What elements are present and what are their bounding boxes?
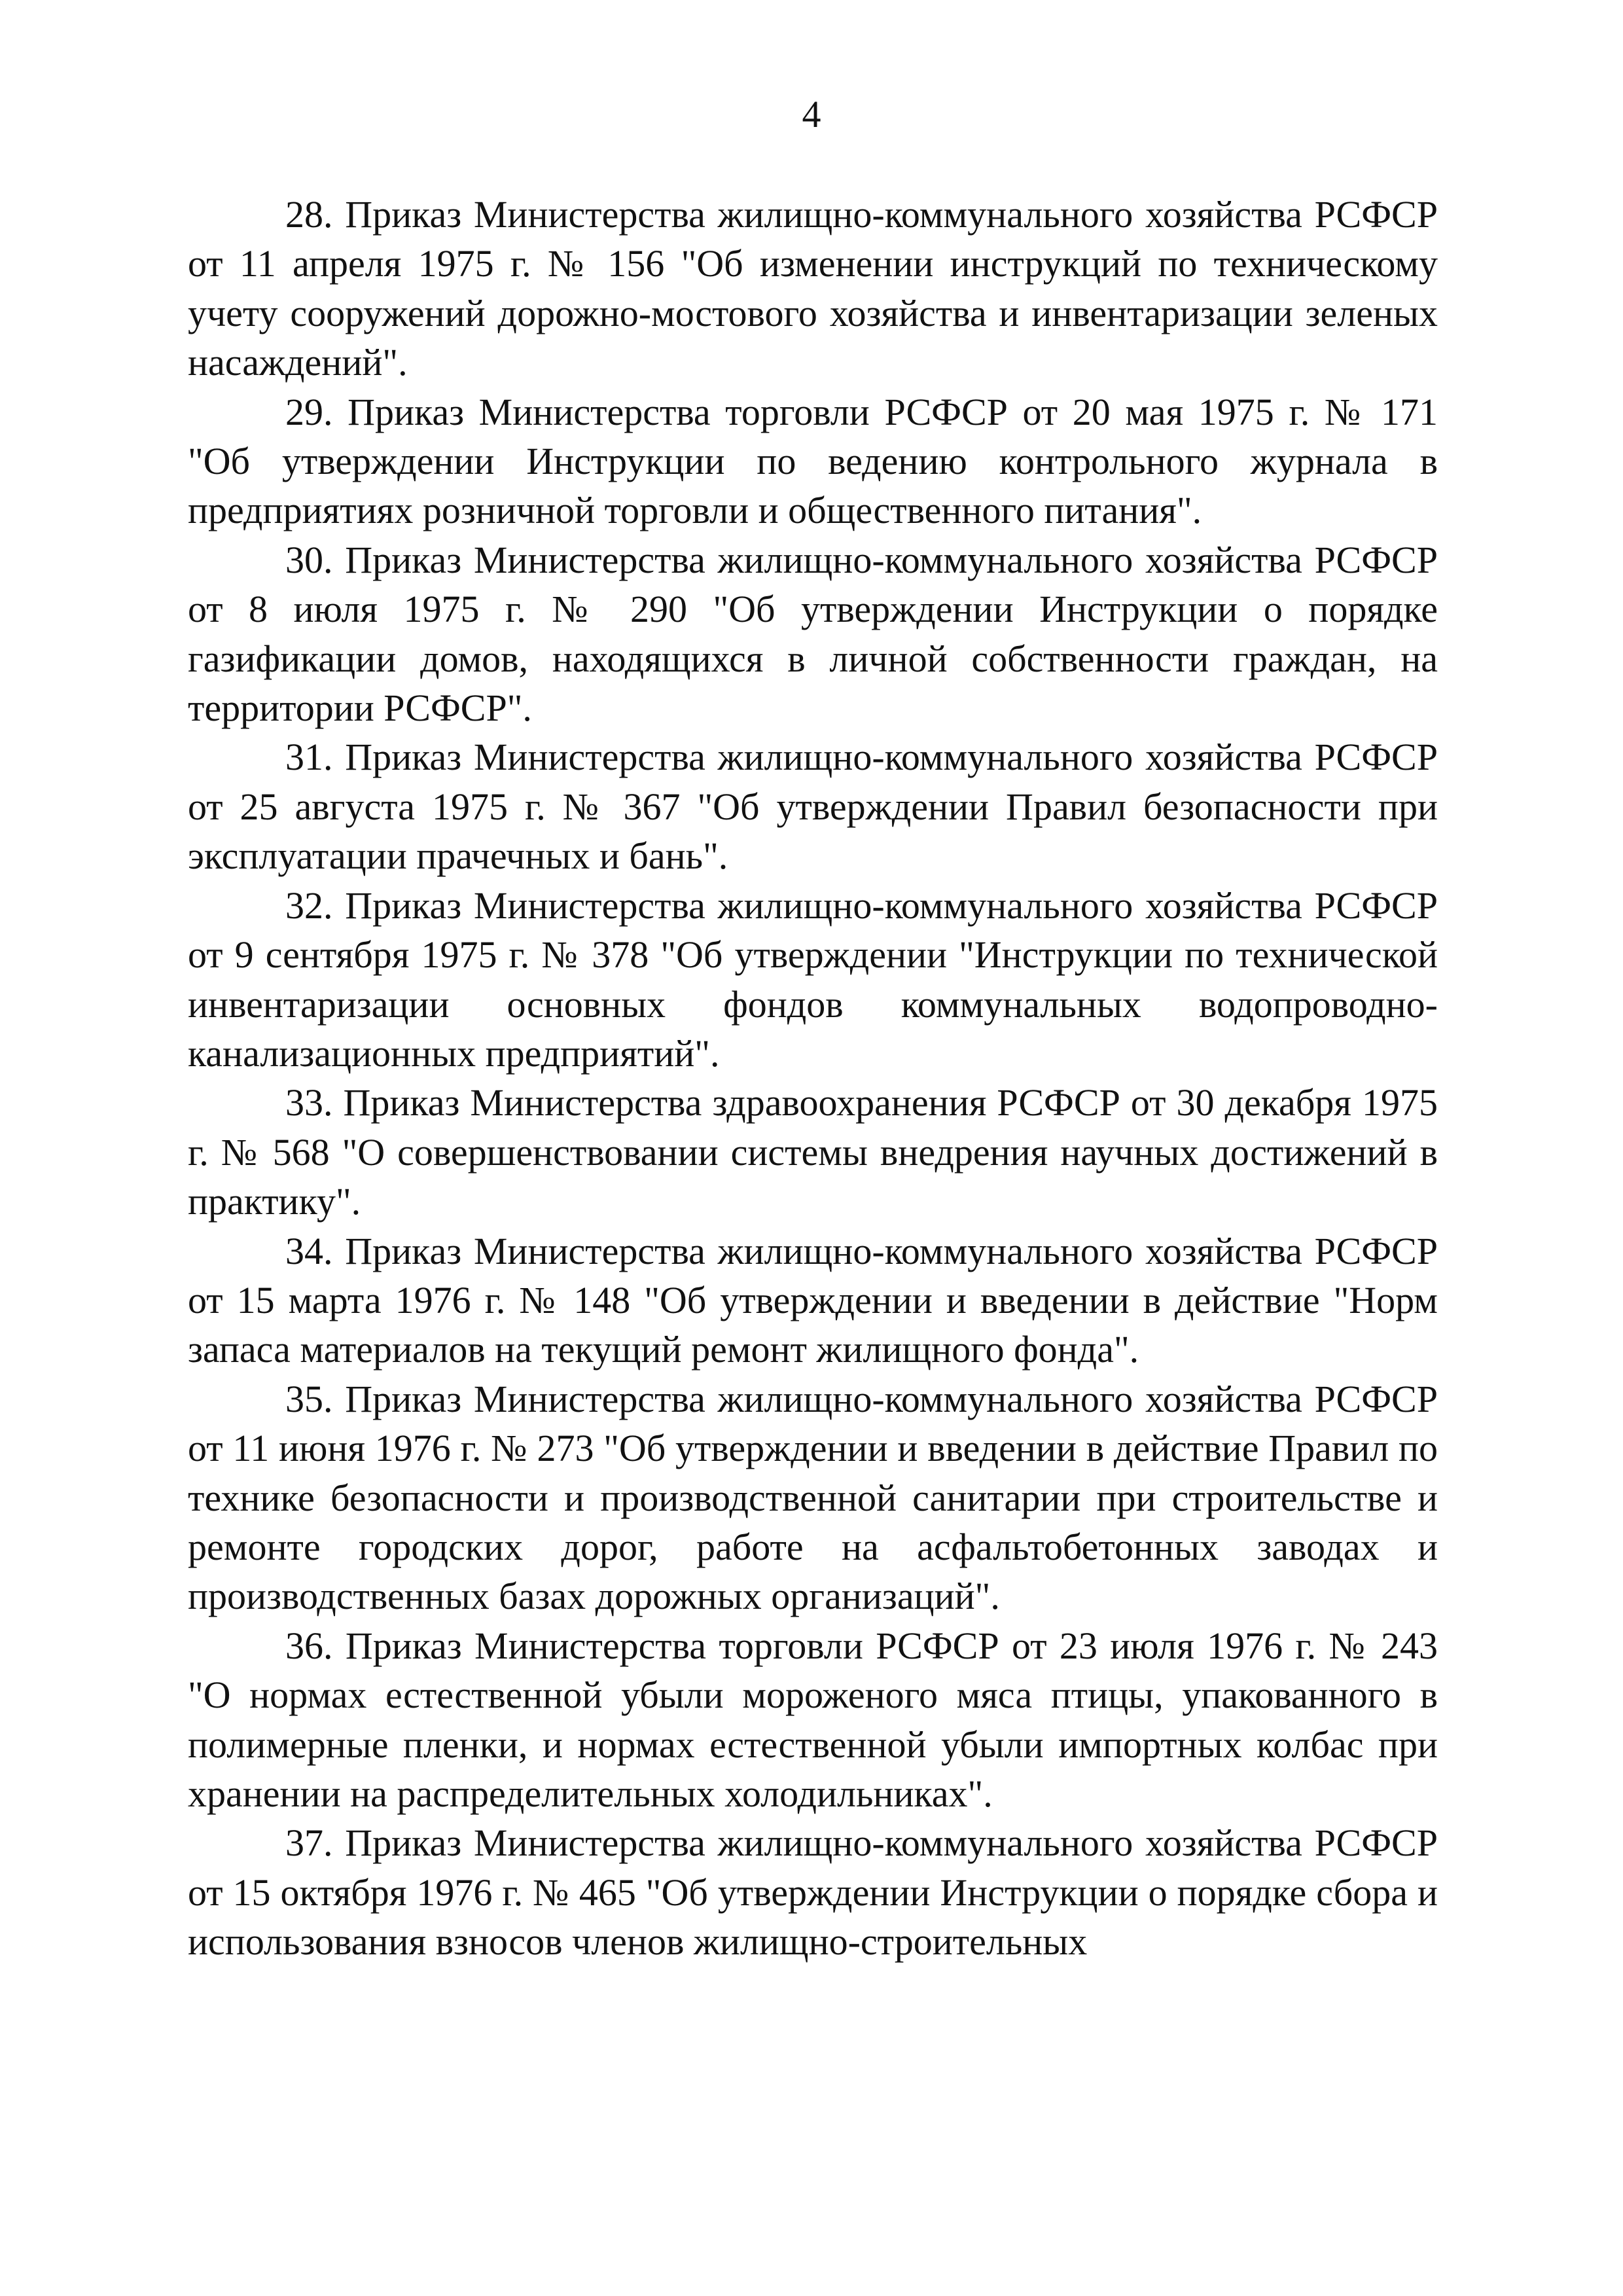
list-item: 34. Приказ Министерства жилищно-коммунального хозяйства РСФСР от 15 марта 1976 г. № 148 "Об утверждении и введении в действие "Норм запаса материалов на текущий ремонт жилищного фонда". (188, 1229, 1438, 1371)
list-item: 31. Приказ Министерства жилищно-коммунального хозяйства РСФСР от 25 августа 1975 г. № 367 "Об утверждении Правил безопасности при эксплуатации прачечных и бань". (188, 736, 1438, 878)
list-item: 29. Приказ Министерства торговли РСФСР от 20 мая 1975 г. № 171 "Об утверждении Инструкции по ведению контрольного журнала в предприятиях розничной торговли и общественного питания". (188, 390, 1438, 532)
list-item: 28. Приказ Министерства жилищно-коммунального хозяйства РСФСР от 11 апреля 1975 г. № 156 "Об изменении инструкций по техническому учету сооружений дорожно-мостового хозяйства и инвентаризации зеленых насаждений". (188, 193, 1438, 384)
list-item: 32. Приказ Министерства жилищно-коммунального хозяйства РСФСР от 9 сентября 1975 г. № 378 "Об утверждении "Инструкции по технической инвентаризации основных фондов коммунальных водопроводно-канализационных предприятий". (188, 884, 1438, 1075)
list-item: 30. Приказ Министерства жилищно-коммунального хозяйства РСФСР от 8 июля 1975 г. № 290 "Об утверждении Инструкции о порядке газификации домов, находящихся в личной собственности граждан, на территории РСФСР". (188, 538, 1438, 730)
list-item: 37. Приказ Министерства жилищно-коммунального хозяйства РСФСР от 15 октября 1976 г. № 465 "Об утверждении Инструкции о порядке сбора и использования взносов членов жилищно-строительных (188, 1821, 1438, 1964)
page-number: 4 (802, 93, 821, 135)
list-item: 35. Приказ Министерства жилищно-коммунального хозяйства РСФСР от 11 июня 1976 г. № 273 "Об утверждении и введении в действие Правил по технике безопасности и производственной санитарии при строительстве и ремонте городских дорог, работе на асфальтобетонных заводах и производственных базах дорожных организаций". (188, 1377, 1438, 1618)
list-item: 36. Приказ Министерства торговли РСФСР от 23 июля 1976 г. № 243 "О нормах естественной убыли мороженого мяса птицы, упакованного в полимерные пленки, и нормах естественной убыли импортных колбас при хранении на распределительных холодильниках". (188, 1624, 1438, 1815)
list-item: 33. Приказ Министерства здравоохранения РСФСР от 30 декабря 1975 г. № 568 "О совершенствовании системы внедрения научных достижений в практику". (188, 1081, 1438, 1223)
document-body (188, 190, 1438, 1967)
